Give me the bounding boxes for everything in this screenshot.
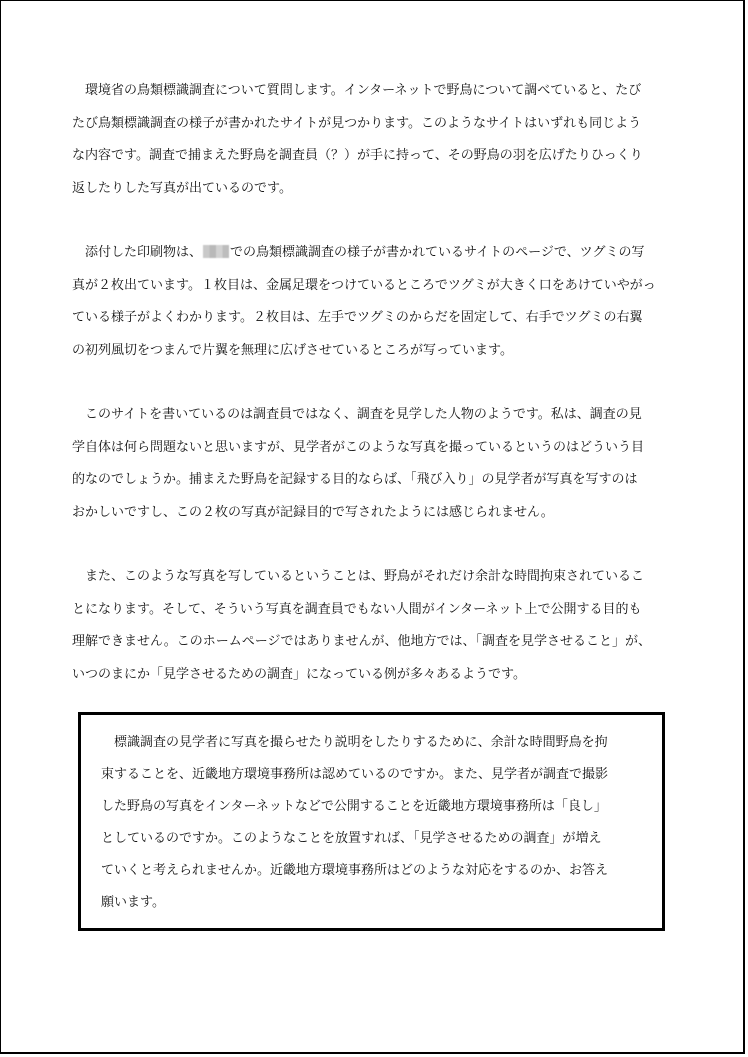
paragraph-1-line-4: 返したりした写真が出ているのです。: [72, 181, 292, 196]
redacted-place-name: [203, 245, 229, 258]
paragraph-3-line-3: 的なのでしょうか。捕まえた野鳥を記録する目的ならば、「飛び入り」の見学者が写真を写すのは: [72, 472, 638, 487]
paragraph-1-line-1: 環境省の鳥類標識調査について質問します。インターネットで野鳥について調べていると、たび: [72, 83, 642, 98]
question-box-line-4: としているのですか。このようなことを放置すれば、「見学させるための調査」が増え: [101, 831, 602, 846]
paragraph-3-line-4: おかしいですし、この２枚の写真が記録目的で写されたようには感じられません。: [72, 505, 554, 520]
paragraph-2-line-3: ている様子がよくわかります。２枚目は、左手でツグミのからだを固定して、右手でツグミの右翼: [72, 310, 643, 325]
paragraph-2-line-1: [72, 245, 644, 261]
paragraph-4-line-3: 理解できません。このホームページではありませんが、他地方では、「調査を見学させること」が、: [72, 634, 652, 649]
question-box-line-5: ていくと考えられませんか。近畿地方環境事務所はどのような対応をするのか、お答え: [101, 863, 609, 878]
paragraph-1-line-2: たび鳥類標識調査の様子が書かれたサイトが見つかります。このようなサイトはいずれも同じよう: [72, 116, 642, 131]
question-box-line-2: 束することを、近畿地方環境事務所は認めているのですか。また、見学者が調査で撮影: [101, 767, 609, 782]
question-box-line-1: 標識調査の見学者に写真を撮らせたり説明をしたりするために、余計な時間野鳥を拘: [101, 735, 608, 750]
paragraph-3-line-2: 学自体は何ら問題ないと思いますが、見学者がこのような写真を撮っているというのはどういう目: [72, 440, 645, 455]
paragraph-4-line-2: とになります。そして、そういう写真を調査員でもない人間がインターネット上で公開する目的も: [72, 602, 642, 617]
paragraph-2-line-1-start: 添付した印刷物は、: [72, 245, 203, 260]
paragraph-2-line-1-end: での鳥類標識調査の様子が書かれているサイトのページで、ツグミの写: [230, 245, 645, 260]
question-box-line-3: した野鳥の写真をインターネットなどで公開することを近畿地方環境事務所は「良し」: [101, 799, 607, 814]
paragraph-2-line-4: の初列風切をつまんで片翼を無理に広げさせているところが写っています。: [72, 343, 513, 358]
paragraph-4-line-1: また、このような写真を写しているということは、野鳥がそれだけ余計な時間拘束されているこ: [72, 569, 645, 584]
paragraph-3-line-1: このサイトを書いているのは調査員ではなく、調査を見学した人物のようです。私は、調査の見: [72, 407, 642, 422]
question-box-line-6: 願います。: [101, 895, 165, 910]
paragraph-2-line-2: 真が２枚出ています。１枚目は、金属足環をつけているところでツグミが大きく口をあけていやがっ: [72, 278, 656, 293]
paragraph-1-line-3: な内容です。調査で捕まえた野鳥を調査員（？）が手に持って、その野鳥の羽を広げたりひっくり: [72, 148, 643, 163]
paragraph-4-line-4: いつのまにか「見学させるための調査」になっている例が多々あるようです。: [72, 667, 526, 682]
question-box: [78, 712, 665, 931]
